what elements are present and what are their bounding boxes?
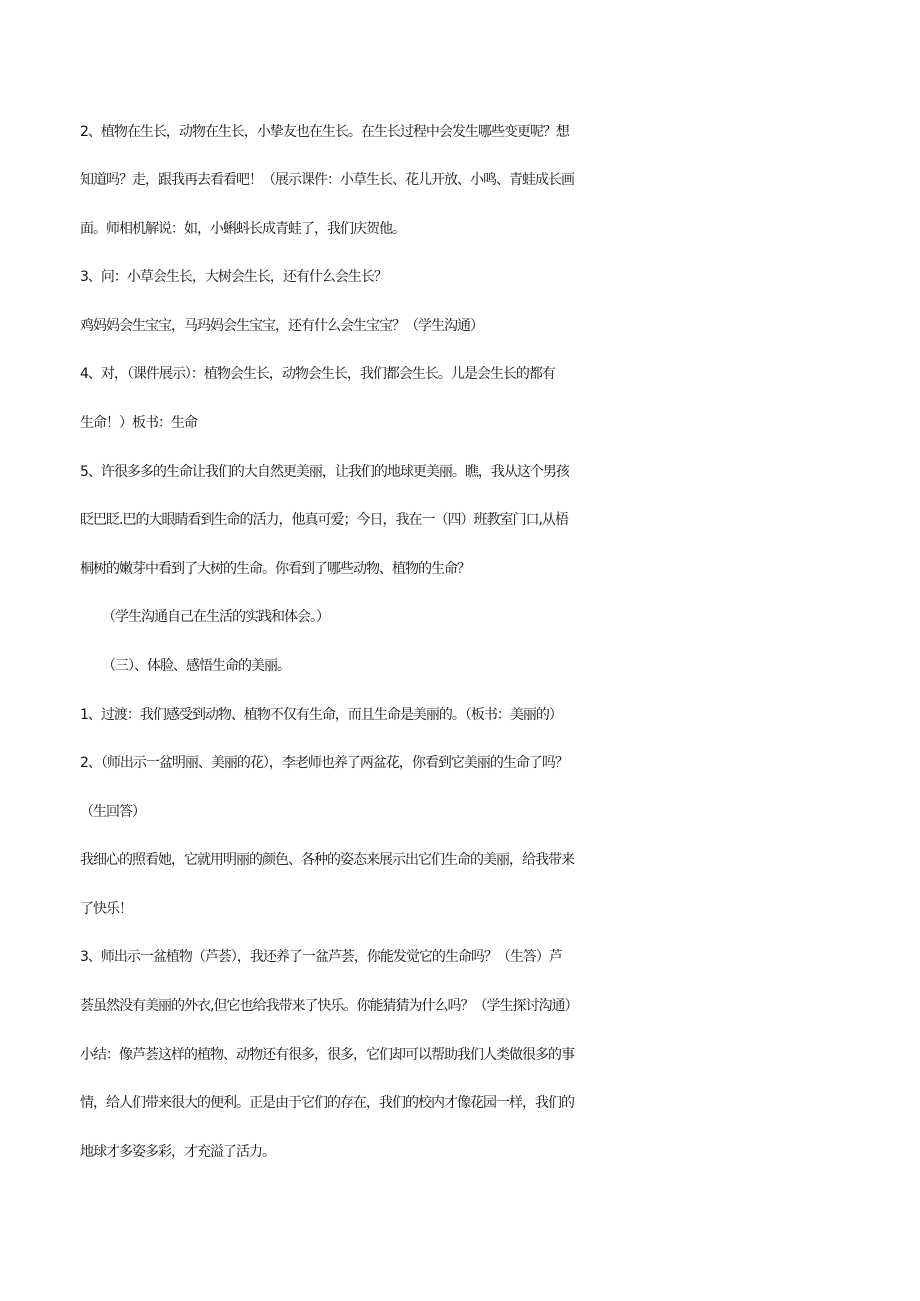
text-line: 2、植物在生长，动物在生长，小挚友也在生长。在生长过程中会发生哪些变更呢？想: [80, 124, 569, 140]
text-line: （生回答）: [80, 804, 145, 820]
text-line: 眨巴眨.巴的大眼睛看到生命的活力，他真可爱；今日，我在一（四）班教室门口,从梧: [80, 512, 568, 528]
text-line: （学生沟通自己在生活的实践和体会。）: [102, 609, 329, 625]
text-line: 4、对，（课件展示）：植物会生长，动物会生长，我们都会生长。儿是会生长的都有: [80, 366, 555, 382]
text-line: 情，给人们带来很大的便利。正是由于它们的存在，我们的校内才像花园一样，我们的: [80, 1095, 574, 1111]
text-line: 5、许很多多的生命让我们的大自然更美丽，让我们的地球更美丽。瞧，我从这个男孩: [80, 464, 569, 480]
text-line: （三）、体脸、感悟生命的美丽。: [102, 658, 290, 674]
text-line: 面。师相机解说：如，小蝌蚪长成青蛙了，我们庆贺他。: [80, 221, 405, 237]
text-line: 小结：像芦荟这样的植物、动物还有很多，很多，它们却可以帮助我们人类做很多的事: [80, 1047, 574, 1063]
text-line: 2、（师出示一盆明丽、美丽的花），李老师也养了两盆花，你看到它美丽的生命了吗？: [80, 755, 568, 771]
text-line: 1、过渡：我们感受到动物、植物不仅有生命，而且生命是美丽的。（板书：美丽的）: [80, 707, 562, 723]
text-line: 荟虽然没有美丽的外衣,但它也给我带来了快乐。你能猜猜为什么吗？（学生探讨沟通）: [80, 998, 578, 1014]
text-line: 了快乐！: [80, 901, 132, 917]
text-line: 地球才多姿多彩，才充溢了活力。: [80, 1144, 275, 1160]
text-line: 3、师出示一盆植物（芦荟），我还养了一盆芦荟，你能发觉它的生命吗？（生答）芦: [80, 949, 562, 965]
text-line: 我细心的照看她，它就用明丽的颜色、各种的姿态来展示出它们生命的美丽，给我带来: [80, 852, 574, 868]
text-line: 知道吗？走，跟我再去看看吧！（展示课件：小草生长、花儿开放、小鸣、青蛙成长画: [80, 172, 574, 188]
text-line: 鸡妈妈会生宝宝，马玛妈会生宝宝，还有什么会生宝宝？（学生沟通）: [80, 318, 483, 334]
text-line: 生命！）板书：生命: [80, 415, 197, 431]
text-line: 3、问：小草会生长，大树会生长，还有什么会生长？: [80, 269, 387, 285]
text-line: 桐树的嫩芽中看到了大树的生命。你看到了哪些动物、植物的生命？: [80, 561, 470, 577]
